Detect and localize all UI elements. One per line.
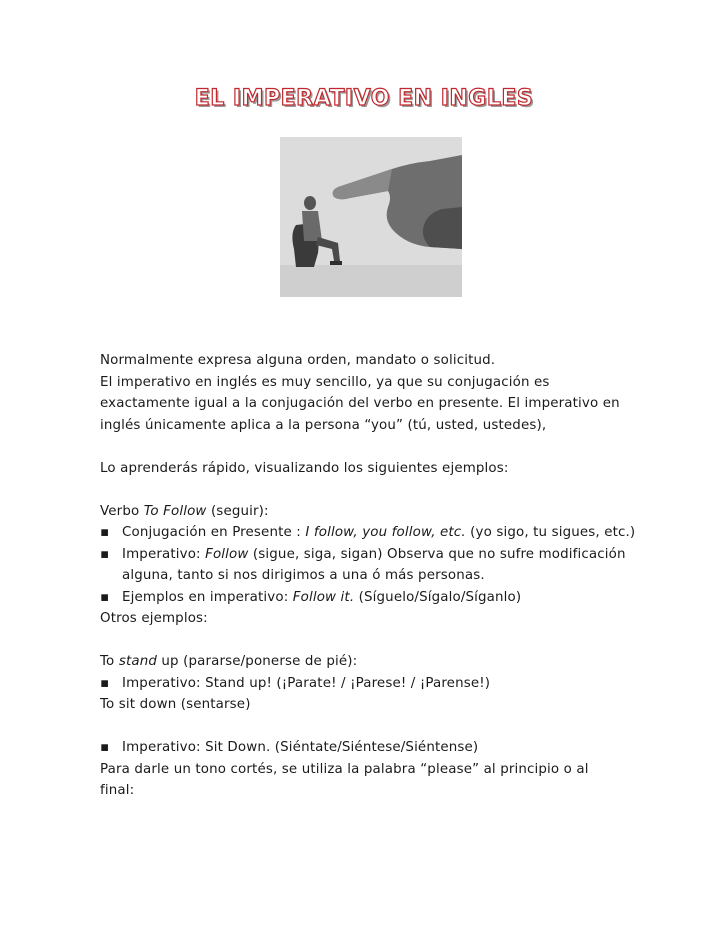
paragraph-line: Lo aprenderás rápido, visualizando los siguientes ejemplos: xyxy=(100,460,509,476)
paragraph-line: inglés únicamente aplica a la persona “you” (tú, usted, ustedes), xyxy=(100,417,547,433)
list-item: ▪ Imperativo: Follow (sigue, siga, sigan) Observa que no sufre modificación alguna, tanto si nos dirigimos a una ó más personas. xyxy=(100,544,640,587)
paragraph-line: Normalmente expresa alguna orden, mandato o solicitud. xyxy=(100,353,496,368)
page-title: EL IMPERATIVO EN INGLES xyxy=(194,86,534,111)
bullet-icon: ▪ xyxy=(100,675,110,691)
paragraph-line: El imperativo en inglés es muy sencillo, ya que su conjugación es xyxy=(100,374,550,390)
bullet-icon: ▪ xyxy=(100,546,110,562)
list-item: ▪ Imperativo: Sit Down. (Siéntate/Siéntese/Siéntense) xyxy=(100,737,640,759)
paragraph-line: exactamente igual a la conjugación del verbo en presente. El imperativo en xyxy=(100,396,620,411)
verb-heading: To stand up (pararse/ponerse de pié): xyxy=(100,654,358,669)
bullet-icon: ▪ xyxy=(100,589,110,605)
list-item: ▪ Imperativo: Stand up! (¡Parate! / ¡Parese! / ¡Parense!) xyxy=(100,673,640,695)
document-body xyxy=(100,350,640,802)
paragraph-line: Para darle un tono cortés, se utiliza la palabra “please” al principio o al xyxy=(100,761,589,777)
verb-heading: To sit down (sentarse) xyxy=(100,697,251,712)
pointing-finger-illustration xyxy=(280,137,462,297)
paragraph-line: final: xyxy=(100,783,135,798)
bullet-icon: ▪ xyxy=(100,525,110,540)
list-item: ▪ Conjugación en Presente : I follow, you follow, etc. (yo sigo, tu sigues, etc.) xyxy=(100,522,640,544)
verb-heading: Verbo To Follow (seguir): xyxy=(100,503,269,519)
list-item: ▪ Ejemplos en imperativo: Follow it. (Síguelo/Sígalo/Síganlo) xyxy=(100,587,640,609)
bullet-icon: ▪ xyxy=(100,740,110,755)
section-heading: Otros ejemplos: xyxy=(100,611,208,626)
